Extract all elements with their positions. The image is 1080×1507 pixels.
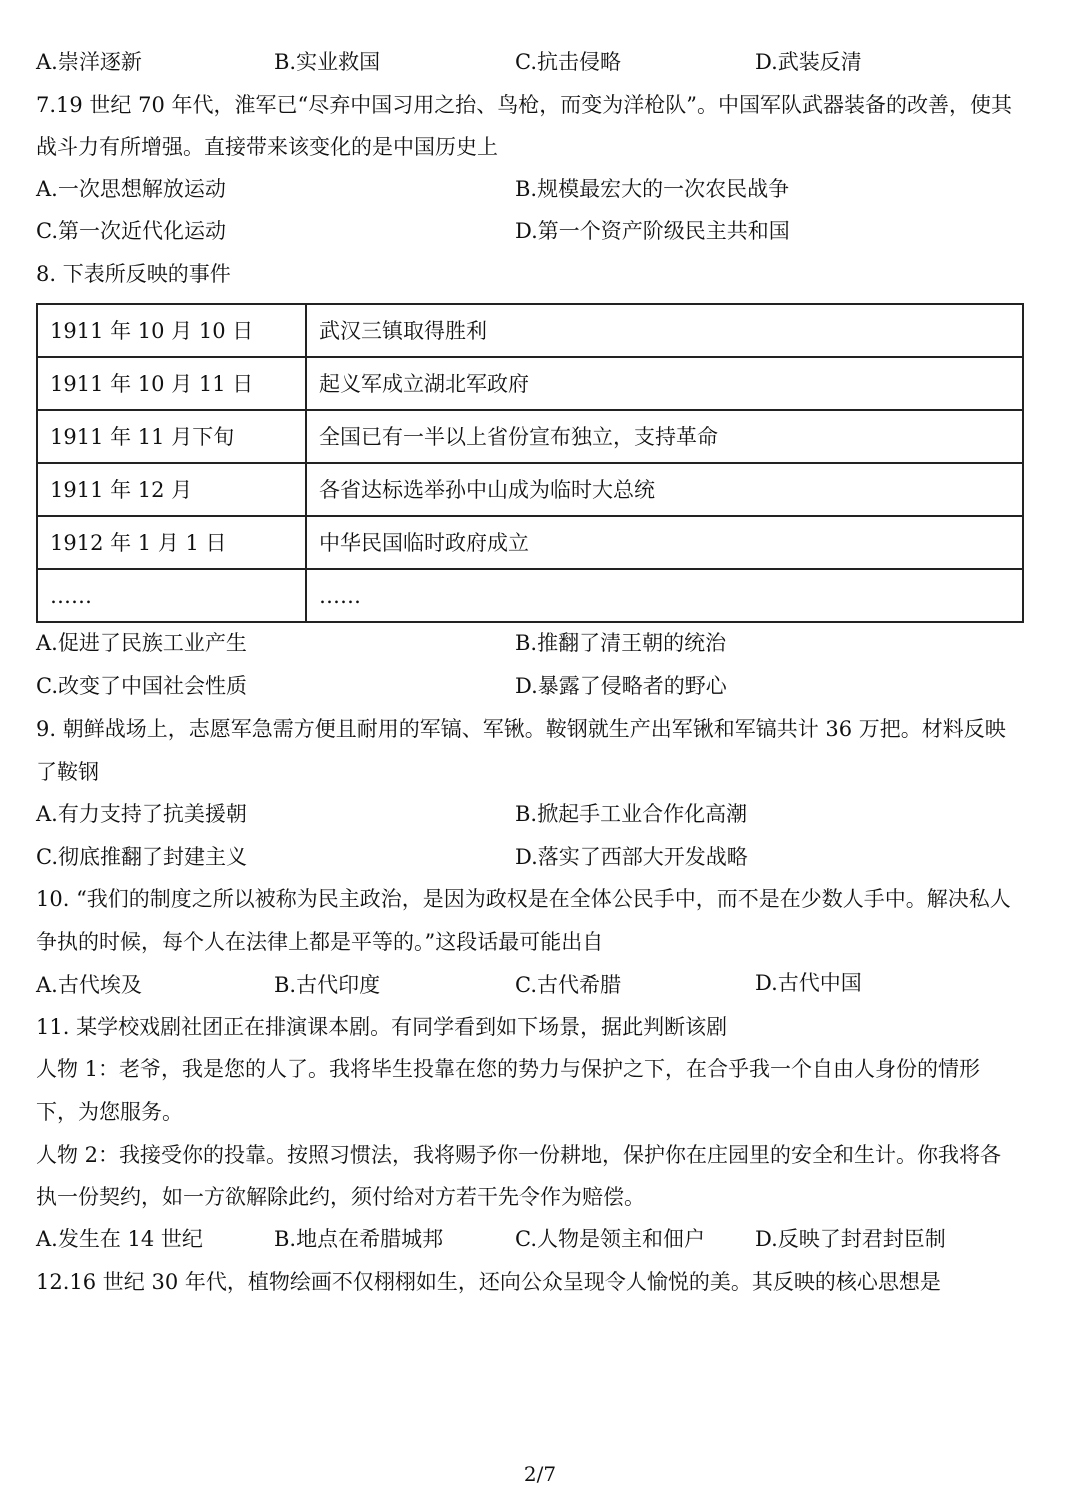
q6-option-a: A.崇洋逐新 [36,50,142,74]
q8-option-c: C.改变了中国社会性质 [36,674,247,698]
q6-option-d: D.武装反清 [755,50,862,74]
q10-stem-line2: 争执的时候，每个人在法律上都是平等的。”这段话最可能出自 [36,930,604,954]
table-row [37,569,1023,622]
table-cell-date: 1911 年 12 月 [37,463,306,516]
q8-stem: 8. 下表所反映的事件 [36,262,231,286]
q7-option-a: A.一次思想解放运动 [36,177,226,201]
q9-option-a: A.有力支持了抗美援朝 [36,802,247,826]
table-cell-date: 1912 年 1 月 1 日 [37,516,306,569]
event-table [36,303,1024,623]
q10-stem-line1: 10. “我们的制度之所以被称为民主政治，是因为政权是在全体公民手中，而不是在少数人手中。解决私人 [36,887,1011,911]
q10-option-b: B.古代印度 [274,973,381,997]
q10-option-a: A.古代埃及 [36,973,142,997]
q7-stem-line1: 7.19 世纪 70 年代，淮军已“尽弃中国习用之抬、鸟枪，而变为洋枪队”。中国军队武器装备的改善，使其 [36,93,1012,117]
q11-character1-line1: 人物 1：老爷，我是您的人了。我将毕生投靠在您的势力与保护之下，在合乎我一个自由人身份的情形 [36,1057,981,1081]
q7-option-c: C.第一次近代化运动 [36,219,226,243]
table-cell-event: 起义军成立湖北军政府 [306,357,1023,410]
table-cell-date: 1911 年 10 月 10 日 [37,304,306,357]
table-cell-event: 武汉三镇取得胜利 [306,304,1023,357]
table-cell-date: 1911 年 10 月 11 日 [37,357,306,410]
q6-option-c: C.抗击侵略 [515,50,621,74]
table-row [37,516,1023,569]
table-cell-event: 各省达标选举孙中山成为临时大总统 [306,463,1023,516]
q9-option-d: D.落实了西部大开发战略 [515,845,748,869]
q7-option-d: D.第一个资产阶级民主共和国 [515,219,790,243]
q7-stem-line2: 战斗力有所增强。直接带来该变化的是中国历史上 [36,135,498,159]
q11-option-b: B.地点在希腊城邦 [274,1227,444,1251]
q9-stem-line1: 9. 朝鲜战场上，志愿军急需方便且耐用的军镐、军锹。鞍钢就生产出军锹和军镐共计 36 万把。材料反映 [36,717,1006,741]
q11-character2-line1: 人物 2：我接受你的投靠。按照习惯法，我将赐予你一份耕地，保护你在庄园里的安全和生计。你我将各 [36,1143,1002,1167]
q11-character2-line2: 执一份契约，如一方欲解除此约，须付给对方若干先令作为赔偿。 [36,1185,645,1209]
table-cell-event: 中华民国临时政府成立 [306,516,1023,569]
q12-stem: 12.16 世纪 30 年代，植物绘画不仅栩栩如生，还向公众呈现令人愉悦的美。其反映的核心思想是 [36,1270,941,1294]
table-row [37,410,1023,463]
q10-option-c: C.古代希腊 [515,973,621,997]
q9-stem-line2: 了鞍钢 [36,760,99,784]
q10-option-d: D.古代中国 [755,971,862,995]
q8-option-d: D.暴露了侵略者的野心 [515,674,727,698]
q11-option-c: C.人物是领主和佃户 [515,1227,705,1251]
table-row [37,463,1023,516]
q11-option-a: A.发生在 14 世纪 [36,1227,203,1251]
table-cell-date: …… [37,569,306,622]
q11-option-d: D.反映了封君封臣制 [755,1227,946,1251]
q11-stem: 11. 某学校戏剧社团正在排演课本剧。有同学看到如下场景，据此判断该剧 [36,1015,728,1039]
q7-option-b: B.规模最宏大的一次农民战争 [515,177,790,201]
table-row [37,357,1023,410]
q11-character1-line2: 下，为您服务。 [36,1100,183,1124]
q8-option-a: A.促进了民族工业产生 [36,631,247,655]
table-cell-date: 1911 年 11 月下旬 [37,410,306,463]
q9-option-c: C.彻底推翻了封建主义 [36,845,247,869]
table-cell-event: …… [306,569,1023,622]
page-number: 2/7 [523,1462,557,1486]
table-cell-event: 全国已有一半以上省份宣布独立，支持革命 [306,410,1023,463]
table-row [37,304,1023,357]
q9-option-b: B.掀起手工业合作化高潮 [515,802,748,826]
q6-option-b: B.实业救国 [274,50,381,74]
q8-option-b: B.推翻了清王朝的统治 [515,631,727,655]
